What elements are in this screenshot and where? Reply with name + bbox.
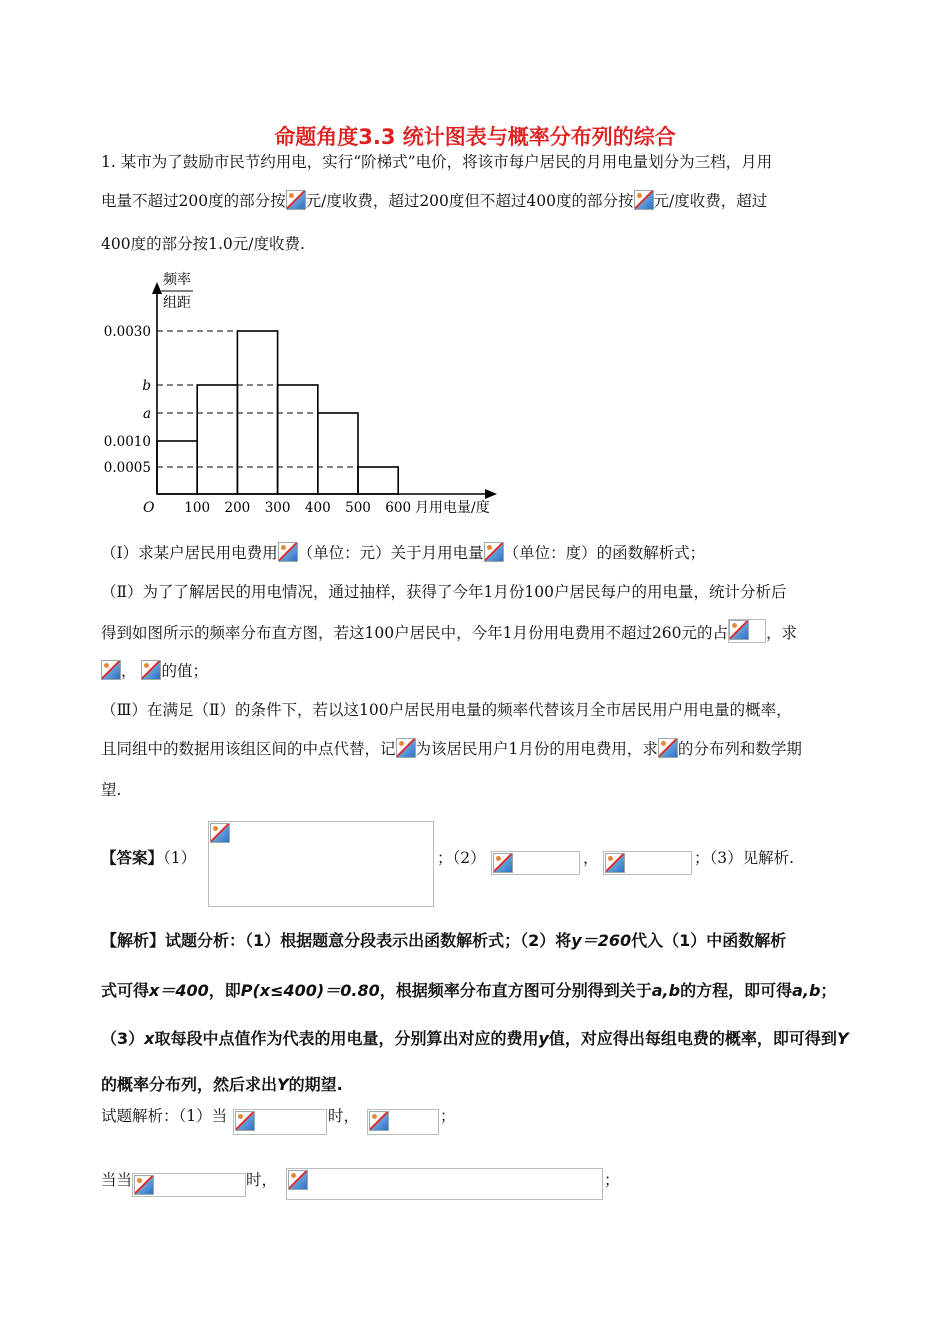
y-axis-label-bottom: 组距 bbox=[163, 295, 191, 311]
formula-image-icon bbox=[484, 542, 504, 562]
x-tick-label: 200 bbox=[224, 500, 251, 516]
analysis-text: 的期望. bbox=[288, 1075, 343, 1094]
x-axis-arrow-icon bbox=[485, 489, 497, 499]
analysis-line-1 bbox=[101, 929, 786, 953]
analysis-line-2 bbox=[101, 979, 836, 1003]
analysis-math: x bbox=[144, 1029, 155, 1048]
solution-formula-box bbox=[132, 1173, 246, 1197]
q1-text: （单位：元）关于月用电量 bbox=[297, 544, 484, 562]
histogram-bar bbox=[318, 413, 358, 494]
analysis-math: P(x≤400)＝0.80 bbox=[240, 981, 380, 1000]
answer-formula-box-2 bbox=[491, 851, 580, 875]
formula-image-icon bbox=[605, 853, 625, 873]
question-3-line-3: 望. bbox=[101, 781, 122, 799]
q3-text: 的分布列和数学期 bbox=[677, 740, 802, 758]
problem-text: 元/度收费，超过200度但不超过400度的部分按 bbox=[305, 192, 634, 210]
formula-image-icon bbox=[278, 542, 298, 562]
solution-formula-box bbox=[367, 1109, 439, 1135]
x-tick-label: 400 bbox=[304, 500, 331, 516]
analysis-text: 式可得 bbox=[101, 981, 150, 1000]
analysis-text: ； bbox=[820, 981, 837, 1000]
formula-image-icon bbox=[288, 1170, 308, 1190]
solution-line-2-end: ； bbox=[604, 1171, 620, 1189]
answer-label: 【答案】 bbox=[101, 849, 164, 867]
question-2-line-1: （Ⅱ）为了了解居民的用电情况，通过抽样，获得了今年1月份100户居民每户的用电量，统计分析后 bbox=[101, 583, 787, 601]
answer-label-line bbox=[101, 846, 196, 870]
q2-text: ， bbox=[121, 662, 137, 680]
solution-line-1-prefix: 试题解析：（1）当 bbox=[101, 1107, 228, 1125]
solution-line-1-mid: 时， bbox=[328, 1107, 360, 1125]
analysis-math: x＝400 bbox=[149, 981, 209, 1000]
x-tick-label: 500 bbox=[345, 500, 371, 516]
question-3-line-1: （Ⅲ）在满足（Ⅱ）的条件下，若以这100户居民用电量的频率代替该月全市居民用户用电量的概率， bbox=[101, 701, 792, 719]
analysis-text: ，即 bbox=[208, 981, 241, 1000]
x-tick-label: 600 bbox=[385, 500, 412, 516]
y-tick-label: 0.0030 bbox=[103, 324, 151, 340]
formula-image-icon bbox=[658, 738, 678, 758]
chart-axes bbox=[143, 272, 497, 516]
q2-text: 的值； bbox=[161, 662, 208, 680]
formula-image-icon bbox=[493, 853, 513, 873]
analysis-text: 代入（1）中函数解析 bbox=[631, 931, 787, 950]
problem-text: 电量不超过200度的部分按 bbox=[101, 192, 286, 210]
x-axis-label: 月用电量/度 bbox=[415, 500, 490, 516]
solution-formula-box bbox=[233, 1109, 327, 1135]
y-tick-label: 0.0005 bbox=[103, 460, 151, 476]
formula-image-icon bbox=[396, 738, 416, 758]
solution-line-2-prefix: 当当 bbox=[101, 1171, 133, 1189]
formula-image-icon bbox=[210, 823, 230, 843]
histogram-bar bbox=[278, 385, 318, 494]
y-tick-label: 0.0010 bbox=[103, 434, 151, 450]
problem-line-1: 1. 某市为了鼓励市民节约用电，实行“阶梯式”电价，将该市每户居民的月用电量划分为三档，月用 bbox=[101, 153, 773, 171]
formula-image-icon bbox=[729, 620, 749, 640]
answer-separator-1: ；（2） bbox=[437, 849, 486, 867]
q2-text: ，求 bbox=[766, 624, 798, 642]
chart-bars bbox=[157, 331, 398, 494]
solution-formula-box bbox=[286, 1168, 603, 1200]
x-tick-label: 300 bbox=[264, 500, 291, 516]
analysis-text: ，根据频率分布直方图可分别得到关于 bbox=[379, 981, 652, 1000]
question-2-line-3 bbox=[101, 659, 208, 683]
histogram-bar bbox=[197, 385, 237, 494]
analysis-text: 的概率分布列，然后求出 bbox=[101, 1075, 278, 1094]
analysis-text: 试题分析：（1）根据题意分段表示出函数解析式；（2）将 bbox=[165, 931, 572, 950]
x-tick-label: 100 bbox=[184, 500, 211, 516]
formula-image-icon bbox=[634, 190, 654, 210]
formula-box bbox=[728, 619, 766, 643]
answer-separator-2: ， bbox=[583, 849, 599, 867]
answer-formula-box-3 bbox=[603, 851, 692, 875]
analysis-math: a,b bbox=[792, 981, 821, 1000]
formula-image-icon bbox=[101, 660, 121, 680]
formula-image-icon bbox=[369, 1111, 389, 1131]
frequency-histogram bbox=[95, 262, 515, 524]
q1-text: （单位：度）的函数解析式； bbox=[503, 544, 706, 562]
chart-y-ticks bbox=[104, 324, 151, 476]
solution-line-1-end: ； bbox=[440, 1107, 456, 1125]
formula-image-icon bbox=[141, 660, 161, 680]
chart-x-ticks bbox=[184, 500, 411, 516]
q3-text: 为该居民用户1月份的用电费用，求 bbox=[415, 740, 658, 758]
analysis-line-3 bbox=[101, 1027, 849, 1051]
analysis-text: 的方程，即可得 bbox=[680, 981, 793, 1000]
analysis-line-4 bbox=[101, 1073, 343, 1097]
problem-line-3: 400度的部分按1.0元/度收费. bbox=[101, 235, 305, 253]
q1-text: （Ⅰ）求某户居民用电费用 bbox=[101, 544, 278, 562]
analysis-math: Y bbox=[277, 1075, 289, 1094]
answer-part-3: ；（3）见解析. bbox=[694, 849, 795, 867]
analysis-text: 取每段中点值作为代表的用电量，分别算出对应的费用 bbox=[154, 1029, 539, 1048]
page-title: 命题角度3.3 统计图表与概率分布列的综合 bbox=[274, 125, 676, 149]
analysis-label: 【解析】 bbox=[101, 931, 166, 950]
analysis-math: y bbox=[538, 1029, 549, 1048]
solution-line-2-mid: 时， bbox=[246, 1171, 278, 1189]
q2-text: 得到如图所示的频率分布直方图，若这100户居民中，今年1月份用电费用不超过260元的占 bbox=[101, 624, 729, 642]
analysis-math: a,b bbox=[651, 981, 681, 1000]
question-3-line-2 bbox=[101, 737, 802, 761]
histogram-bar bbox=[358, 467, 398, 494]
question-2-line-2 bbox=[101, 619, 797, 645]
y-axis-arrow-icon bbox=[152, 282, 162, 294]
origin-label: O bbox=[143, 500, 155, 516]
q3-text: 且同组中的数据用该组区间的中点代替，记 bbox=[101, 740, 396, 758]
analysis-text: （3） bbox=[101, 1029, 145, 1048]
y-tick-label: b bbox=[142, 378, 151, 394]
problem-line-2 bbox=[101, 189, 767, 213]
question-1 bbox=[101, 541, 705, 565]
problem-text: 元/度收费，超过 bbox=[653, 192, 768, 210]
formula-image-icon bbox=[235, 1111, 255, 1131]
analysis-math: y＝260 bbox=[571, 931, 632, 950]
y-tick-label: a bbox=[142, 406, 151, 422]
formula-image-icon bbox=[134, 1175, 154, 1195]
analysis-text: 值，对应得出每组电费的概率，即可得到 bbox=[548, 1029, 837, 1048]
analysis-math: Y bbox=[836, 1029, 849, 1048]
y-axis-label-top: 频率 bbox=[163, 272, 191, 288]
formula-image-icon bbox=[286, 190, 306, 210]
answer-formula-box-1 bbox=[208, 821, 434, 907]
answer-part-1: （1） bbox=[163, 849, 197, 867]
